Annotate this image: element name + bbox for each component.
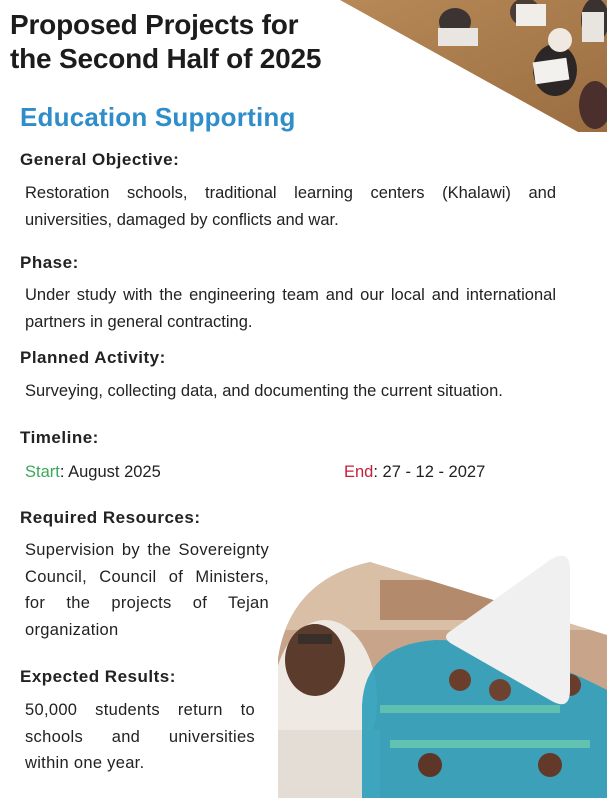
page-title — [10, 8, 350, 76]
timeline-start — [25, 459, 161, 486]
results-text: 50,000 students return to schools and universities within one year. — [25, 701, 255, 772]
phase-label: Phase: — [20, 253, 79, 272]
resources-text: Supervision by the Sovereignty Council, Council of Ministers, for the projects of Tejan organization — [25, 541, 269, 639]
start-label: Start — [25, 463, 60, 481]
start-value: : August 2025 — [59, 463, 161, 481]
section-subtitle: Education Supporting — [20, 102, 296, 132]
timeline-label: Timeline: — [20, 428, 99, 447]
results-label: Expected Results: — [20, 667, 176, 686]
end-label: End — [344, 463, 374, 481]
classroom-photo — [270, 540, 607, 798]
activity-text: Surveying, collecting data, and documenting the current situation. — [25, 382, 503, 400]
title-line-2: the Second Half of 2025 — [10, 43, 322, 74]
end-value: : 27 - 12 - 2027 — [373, 463, 486, 481]
students-exam-photo — [320, 0, 607, 132]
phase-text: Under study with the engineering team and our local and international partners in general contracting. — [25, 286, 556, 331]
objective-text: Restoration schools, traditional learning centers (Khalawi) and universities, damaged by conflicts and war. — [25, 184, 556, 229]
objective-label: General Objective: — [20, 150, 180, 169]
timeline-end — [344, 459, 485, 486]
resources-label: Required Resources: — [20, 508, 201, 527]
activity-label: Planned Activity: — [20, 348, 166, 367]
title-line-1: Proposed Projects for — [10, 9, 299, 40]
